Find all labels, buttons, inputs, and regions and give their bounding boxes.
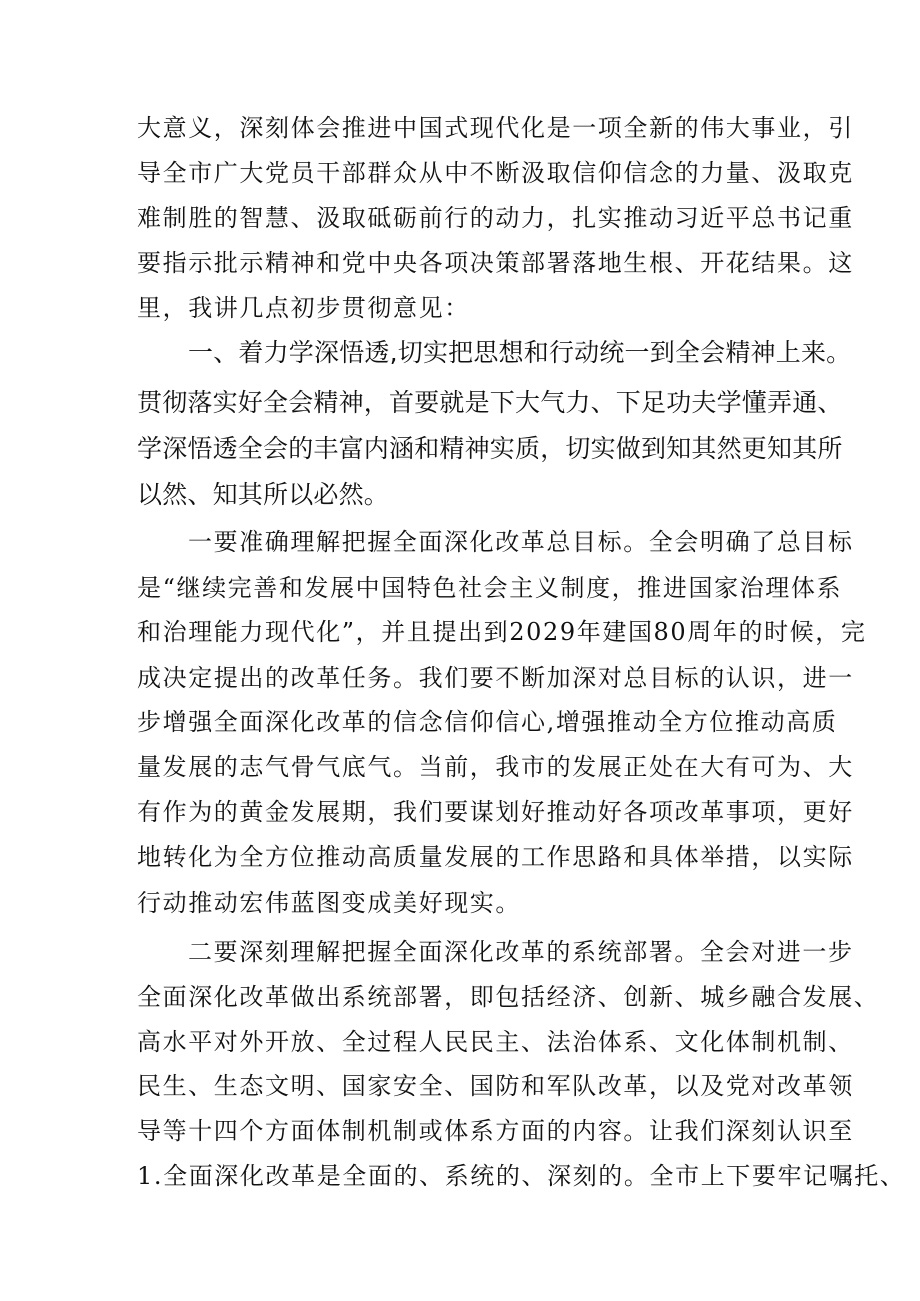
subsection-heading: 二要深刻理解把握全面深化改革的系统部署。全会对进一步 [188,938,854,966]
paragraph-line: 高水平对外开放、全过程人民民主、法治体系、文化体制机制、 [137,1028,854,1056]
paragraph-line: 难制胜的智慧、汲取砥砺前行的动力，扎实推动习近平总书记重 [137,204,854,232]
heading-paragraph-line: 学深悟透全会的丰富内涵和精神实质，切实做到知其然更知其所 [137,434,843,463]
paragraph-line: 全面深化改革做出系统部署，即包括经济、创新、城乡融合发展、 [137,983,880,1011]
paragraph-line: 导全市广大党员干部群众从中不断汲取信仰信念的力量、汲取克 [137,159,854,187]
paragraph-line: 是“继续完善和发展中国特色社会主义制度，推进国家治理体系 [137,574,843,602]
section-heading: 一、着力学深悟透,切实把思想和行动统一到全会精神上来。 [188,338,852,367]
paragraph-line: 1.全面深化改革是全面的、系统的、深刻的。全市上下要牢记嘱托、 [137,1162,906,1190]
heading-paragraph-line: 贯彻落实好全会精神，首要就是下大气力、下足功夫学懂弄通、 [137,388,843,417]
paragraph-line: 地转化为全方位推动高质量发展的工作思路和具体举措，以实际 [137,843,854,871]
paragraph-line: 大意义，深刻体会推进中国式现代化是一项全新的伟大事业，引 [137,114,854,142]
paragraph-line: 和治理能力现代化”，并且提出到2029年建国80周年的时候，完 [137,618,867,646]
paragraph-line: 要指示批示精神和党中央各项决策部署落地生根、开花结果。这 [137,249,854,277]
paragraph-line: 量发展的志气骨气底气。当前，我市的发展正处在大有可为、大 [137,753,854,781]
paragraph-line: 里，我讲几点初步贯彻意见： [137,294,470,322]
paragraph-line: 成决定提出的改革任务。我们要不断加深对总目标的认识，进一 [137,664,854,692]
paragraph-line: 有作为的黄金发展期，我们要谋划好推动好各项改革事项，更好 [137,798,854,826]
subsection-heading: 一要准确理解把握全面深化改革总目标。全会明确了总目标 [188,528,854,556]
heading-paragraph-line: 以然、知其所以必然。 [137,480,390,509]
paragraph-line: 民生、生态文明、国家安全、国防和军队改革，以及党对改革领 [137,1072,854,1100]
paragraph-line: 行动推动宏伟蓝图变成美好现实。 [137,889,521,917]
paragraph-line: 导等十四个方面体制机制或体系方面的内容。让我们深刻认识至 [137,1117,854,1145]
paragraph-line: 步增强全面深化改革的信念信仰信心,增强推动全方位推动高质 [137,708,838,736]
